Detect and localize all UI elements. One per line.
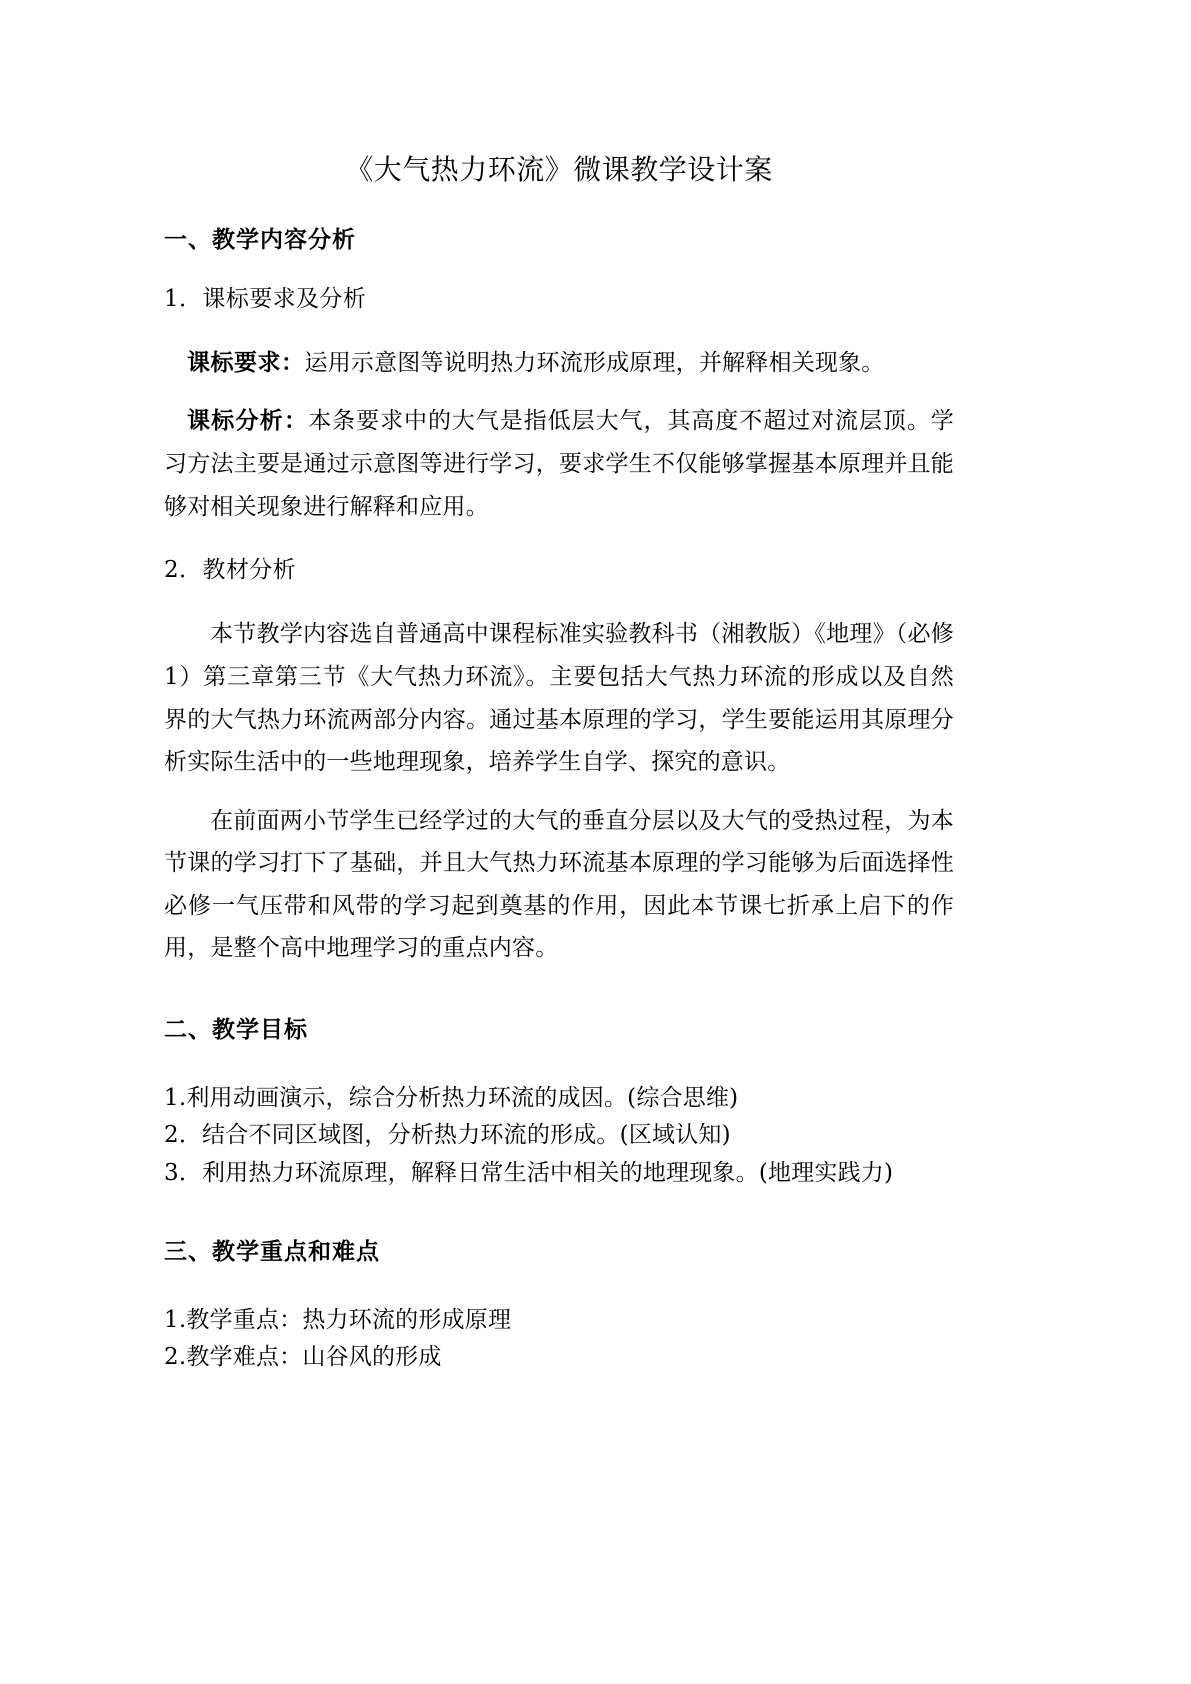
section-heading-teaching-content-analysis: 一、教学内容分析	[164, 227, 356, 254]
spacer	[164, 316, 954, 342]
spacer	[164, 1192, 954, 1236]
subheading-curriculum-requirement-analysis: 1．课标要求及分析	[164, 285, 367, 312]
spacer	[164, 784, 954, 800]
spacer	[164, 1046, 954, 1080]
label-curriculum-analysis: 课标分析：	[187, 408, 309, 435]
text-curriculum-analysis: 本条要求中的大气是指低层大气，其高度不超过对流层顶。学习方法主要是通过示意图等进行学习，要求学生不仅能够掌握基本原理并且能够对相关现象进行解释和应用。	[164, 408, 955, 520]
paragraph-curriculum-requirement	[164, 342, 954, 385]
text-curriculum-requirement: 运用示意图等说明热力环流形成原理，并解释相关现象。	[304, 349, 885, 376]
section-heading-teaching-objectives: 二、教学目标	[164, 1016, 308, 1043]
label-curriculum-requirement: 课标要求：	[187, 349, 305, 376]
spacer	[164, 1268, 954, 1302]
list-item: 2.教学难点：山谷风的形成	[164, 1344, 442, 1371]
paragraph-textbook-analysis-2: 在前面两小节学生已经学过的大气的垂直分层以及大气的受热过程，为本节课的学习打下了基础，并且大气热力环流基本原理的学习能够为后面选择性必修一气压带和风带的学习起到奠基的作用，因此本节课七折承上启下的作用，是整个高中地理学习的重点内容。	[164, 807, 954, 962]
subheading-textbook-analysis: 2．教材分析	[164, 557, 297, 584]
section-heading-key-and-difficult-points: 三、教学重点和难点	[164, 1238, 380, 1265]
list-item: 1.利用动画演示，综合分析热力环流的成因。(综合思维)	[164, 1085, 739, 1112]
page-title: 《大气热力环流》微课教学设计案	[345, 153, 773, 186]
spacer	[164, 970, 954, 1014]
spacer	[164, 257, 954, 283]
list-item: 2．结合不同区域图，分析热力环流的形成。(区域认知)	[164, 1122, 731, 1149]
spacer	[164, 188, 954, 224]
document-body	[164, 0, 954, 1376]
list-item: 1.教学重点：热力环流的形成原理	[164, 1306, 512, 1333]
spacer	[164, 384, 954, 400]
spacer	[164, 528, 954, 554]
list-item: 3．利用热力环流原理，解释日常生活中相关的地理现象。(地理实践力)	[164, 1159, 894, 1186]
paragraph-textbook-analysis-1: 本节教学内容选自普通高中课程标准实验教科书（湘教版）《地理》（必修1）第三章第三节《大气热力环流》。主要包括大气热力环流的形成以及自然界的大气热力环流两部分内容。通过基本原理的学习，学生要能运用其原理分析实际生活中的一些地理现象，培养学生自学、探究的意识。	[164, 621, 954, 776]
paragraph-curriculum-analysis	[164, 400, 954, 528]
spacer	[164, 587, 954, 613]
